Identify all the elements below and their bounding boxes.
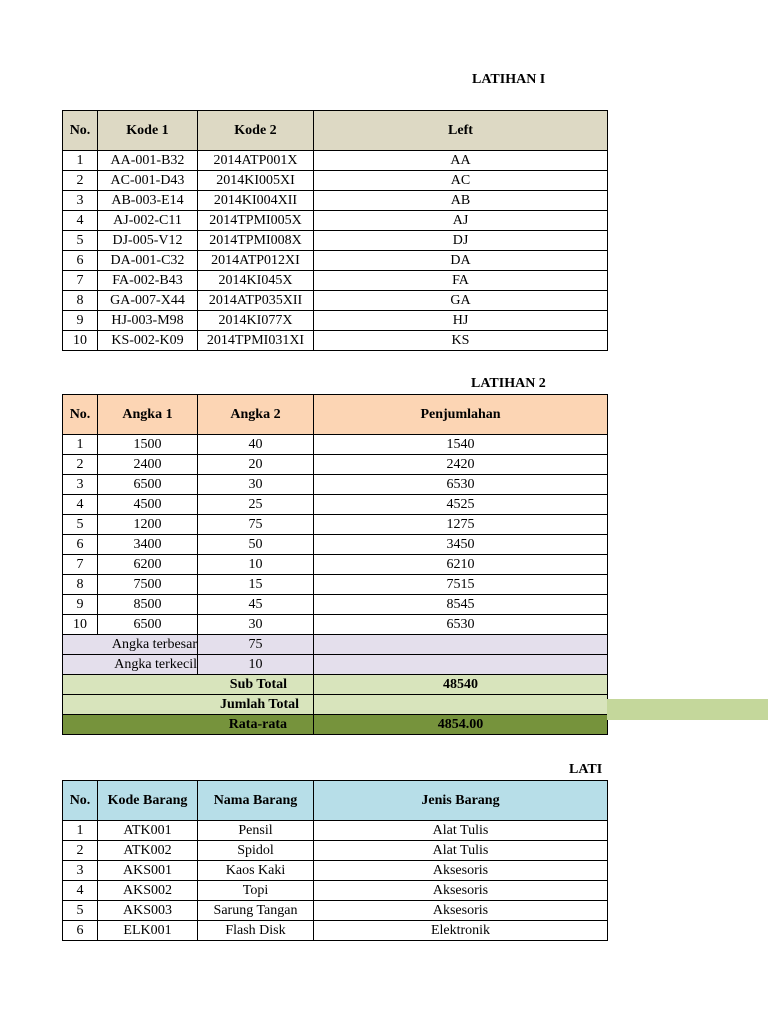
table-cell[interactable]: 3400 <box>98 535 198 555</box>
table-cell[interactable]: ATK001 <box>98 821 198 841</box>
table-cell[interactable]: 8500 <box>98 595 198 615</box>
table-cell[interactable]: Aksesoris <box>314 901 608 921</box>
table-row <box>63 861 608 881</box>
table-cell[interactable]: 1500 <box>98 435 198 455</box>
table-cell[interactable]: HJ <box>314 311 608 331</box>
table-cell[interactable]: AKS002 <box>98 881 198 901</box>
table-cell[interactable]: Topi <box>198 881 314 901</box>
table-row <box>63 615 608 635</box>
table-row <box>63 921 608 941</box>
table-cell[interactable]: 6530 <box>314 615 608 635</box>
latihan2-summary <box>63 635 608 735</box>
jumlah-total-value[interactable] <box>314 695 608 715</box>
table-cell[interactable]: 2014KI005XI <box>198 171 314 191</box>
table-cell[interactable]: 10 <box>63 615 98 635</box>
table-cell[interactable]: 6530 <box>314 475 608 495</box>
table-cell[interactable]: 10 <box>198 555 314 575</box>
table-cell[interactable]: 4500 <box>98 495 198 515</box>
table-row <box>63 515 608 535</box>
table-row <box>63 211 608 231</box>
table-cell[interactable]: 1 <box>63 821 98 841</box>
table-cell[interactable]: 2014ATP012XI <box>198 251 314 271</box>
angka-terbesar-row <box>63 635 608 655</box>
table-cell[interactable]: 1200 <box>98 515 198 535</box>
table-cell[interactable]: 30 <box>198 475 314 495</box>
table-cell[interactable]: 2400 <box>98 455 198 475</box>
latihan2-table <box>62 394 608 735</box>
table-cell[interactable]: 2014ATP001X <box>198 151 314 171</box>
table-cell[interactable]: ATK002 <box>98 841 198 861</box>
header-cell[interactable]: Penjumlahan <box>314 395 608 435</box>
table-cell[interactable]: AJ-002-C11 <box>98 211 198 231</box>
header-cell[interactable]: Angka 1 <box>98 395 198 435</box>
table-cell[interactable]: 6 <box>63 535 98 555</box>
table-cell[interactable]: 9 <box>63 595 98 615</box>
jumlah-total-row <box>63 695 608 715</box>
table-cell[interactable]: 2014TPMI005X <box>198 211 314 231</box>
table-row <box>63 251 608 271</box>
table-cell[interactable]: KS <box>314 331 608 351</box>
header-cell[interactable]: Nama Barang <box>198 781 314 821</box>
header-cell[interactable]: Kode 1 <box>98 111 198 151</box>
table-row <box>63 881 608 901</box>
table-row <box>63 231 608 251</box>
table-cell[interactable]: 2014TPMI031XI <box>198 331 314 351</box>
rata-rata-row <box>63 715 608 735</box>
table-row <box>63 555 608 575</box>
angka-terkecil-row <box>63 655 608 675</box>
header-cell[interactable]: Jenis Barang <box>314 781 608 821</box>
table-cell[interactable]: ELK001 <box>98 921 198 941</box>
header-cell[interactable]: Angka 2 <box>198 395 314 435</box>
table-cell[interactable]: 2 <box>63 841 98 861</box>
table-row <box>63 901 608 921</box>
table-cell[interactable]: AKS001 <box>98 861 198 881</box>
table-row <box>63 311 608 331</box>
table-cell[interactable]: Spidol <box>198 841 314 861</box>
table-cell[interactable]: 10 <box>63 331 98 351</box>
table-row <box>63 151 608 171</box>
table-cell[interactable]: 1 <box>63 435 98 455</box>
table-cell[interactable]: AA-001-B32 <box>98 151 198 171</box>
rata-rata-value[interactable]: 4854.00 <box>314 715 608 735</box>
angka-terbesar-label[interactable]: Angka terbesar <box>63 635 198 655</box>
table-cell[interactable]: AB <box>314 191 608 211</box>
table-cell[interactable]: AB-003-E14 <box>98 191 198 211</box>
table-cell[interactable]: 7 <box>63 555 98 575</box>
table-cell[interactable]: FA-002-B43 <box>98 271 198 291</box>
angka-terbesar-value[interactable]: 75 <box>198 635 314 655</box>
table-cell[interactable]: 9 <box>63 311 98 331</box>
table-row <box>63 821 608 841</box>
sub-total-row <box>63 675 608 695</box>
table-row <box>63 291 608 311</box>
rata-rata-label[interactable]: Rata-rata <box>63 715 314 735</box>
angka-terkecil-value[interactable]: 10 <box>198 655 314 675</box>
table-cell[interactable]: AC <box>314 171 608 191</box>
latihan3-table <box>62 780 608 941</box>
table-cell[interactable]: 2420 <box>314 455 608 475</box>
latihan2-body <box>63 435 608 635</box>
table-row <box>63 271 608 291</box>
table-cell[interactable]: 4 <box>63 211 98 231</box>
table-row <box>63 595 608 615</box>
table-row <box>63 535 608 555</box>
table-cell[interactable]: 6200 <box>98 555 198 575</box>
table-cell[interactable]: 8 <box>63 291 98 311</box>
table-cell[interactable]: 6 <box>63 251 98 271</box>
table-cell[interactable]: HJ-003-M98 <box>98 311 198 331</box>
table-cell[interactable]: AKS003 <box>98 901 198 921</box>
header-cell[interactable]: Kode 2 <box>198 111 314 151</box>
jumlah-total-label[interactable]: Jumlah Total <box>63 695 314 715</box>
table-row <box>63 191 608 211</box>
table-cell[interactable]: 75 <box>198 515 314 535</box>
table-cell[interactable]: Aksesoris <box>314 861 608 881</box>
table-cell[interactable]: 1540 <box>314 435 608 455</box>
sub-total-value[interactable]: 48540 <box>314 675 608 695</box>
table-cell[interactable]: 45 <box>198 595 314 615</box>
table-cell[interactable]: 2 <box>63 455 98 475</box>
table-cell[interactable]: 5 <box>63 231 98 251</box>
angka-terkecil-label[interactable]: Angka terkecil <box>63 655 198 675</box>
table-cell[interactable]: 5 <box>63 515 98 535</box>
table-cell[interactable]: 1275 <box>314 515 608 535</box>
latihan1-body <box>63 151 608 351</box>
table-cell[interactable]: AA <box>314 151 608 171</box>
table-header-row <box>63 781 608 821</box>
table-cell[interactable]: 2 <box>63 171 98 191</box>
table-cell[interactable]: 40 <box>198 435 314 455</box>
table-cell[interactable]: 7515 <box>314 575 608 595</box>
table-cell[interactable]: 3 <box>63 861 98 881</box>
table-cell[interactable]: Pensil <box>198 821 314 841</box>
table-cell[interactable]: 8545 <box>314 595 608 615</box>
table-cell[interactable]: DA-001-C32 <box>98 251 198 271</box>
table-cell[interactable]: AJ <box>314 211 608 231</box>
table-cell[interactable]: KS-002-K09 <box>98 331 198 351</box>
header-cell[interactable]: No. <box>63 111 98 151</box>
latihan3-title: LATI <box>569 762 603 777</box>
table-cell[interactable]: 4 <box>63 881 98 901</box>
empty-cell[interactable] <box>314 635 608 655</box>
table-cell[interactable]: 20 <box>198 455 314 475</box>
table-cell[interactable]: 2014KI077X <box>198 311 314 331</box>
table-cell[interactable]: 1 <box>63 151 98 171</box>
table-cell[interactable]: 7500 <box>98 575 198 595</box>
table-row <box>63 841 608 861</box>
latihan2-title: LATIHAN 2 <box>471 376 546 391</box>
table-row <box>63 435 608 455</box>
selection-fill-strip <box>607 699 768 720</box>
table-cell[interactable]: DJ-005-V12 <box>98 231 198 251</box>
table-cell[interactable]: 50 <box>198 535 314 555</box>
table-cell[interactable]: 4 <box>63 495 98 515</box>
table-cell[interactable]: Kaos Kaki <box>198 861 314 881</box>
table-cell[interactable]: Aksesoris <box>314 881 608 901</box>
latihan1-title: LATIHAN I <box>472 72 546 87</box>
table-cell[interactable]: 15 <box>198 575 314 595</box>
table-cell[interactable]: DJ <box>314 231 608 251</box>
table-cell[interactable]: 6500 <box>98 615 198 635</box>
table-cell[interactable]: FA <box>314 271 608 291</box>
table-cell[interactable]: Elektronik <box>314 921 608 941</box>
table-cell[interactable]: 6500 <box>98 475 198 495</box>
table-cell[interactable]: 2014KI045X <box>198 271 314 291</box>
table-row <box>63 331 608 351</box>
header-cell[interactable]: No. <box>63 395 98 435</box>
table-row <box>63 575 608 595</box>
table-row <box>63 171 608 191</box>
table-cell[interactable]: Flash Disk <box>198 921 314 941</box>
sub-total-label[interactable]: Sub Total <box>63 675 314 695</box>
table-row <box>63 455 608 475</box>
table-cell[interactable]: 2014KI004XII <box>198 191 314 211</box>
table-cell[interactable]: 7 <box>63 271 98 291</box>
table-cell[interactable]: Alat Tulis <box>314 821 608 841</box>
table-cell[interactable]: DA <box>314 251 608 271</box>
latihan1-table <box>62 110 608 351</box>
empty-cell[interactable] <box>314 655 608 675</box>
table-cell[interactable]: 8 <box>63 575 98 595</box>
table-cell[interactable]: GA-007-X44 <box>98 291 198 311</box>
table-cell[interactable]: 3 <box>63 191 98 211</box>
table-cell[interactable]: Alat Tulis <box>314 841 608 861</box>
table-cell[interactable]: 5 <box>63 901 98 921</box>
table-cell[interactable]: 2014TPMI008X <box>198 231 314 251</box>
table-header-row <box>63 111 608 151</box>
header-cell[interactable]: Left <box>314 111 608 151</box>
header-cell[interactable]: No. <box>63 781 98 821</box>
table-cell[interactable]: 30 <box>198 615 314 635</box>
table-cell[interactable]: 2014ATP035XII <box>198 291 314 311</box>
table-cell[interactable]: 6 <box>63 921 98 941</box>
table-cell[interactable]: Sarung Tangan <box>198 901 314 921</box>
table-row <box>63 495 608 515</box>
table-cell[interactable]: 3450 <box>314 535 608 555</box>
header-cell[interactable]: Kode Barang <box>98 781 198 821</box>
table-header-row <box>63 395 608 435</box>
table-cell[interactable]: 6210 <box>314 555 608 575</box>
latihan3-body <box>63 821 608 941</box>
table-cell[interactable]: 3 <box>63 475 98 495</box>
table-cell[interactable]: AC-001-D43 <box>98 171 198 191</box>
table-row <box>63 475 608 495</box>
table-cell[interactable]: GA <box>314 291 608 311</box>
table-cell[interactable]: 25 <box>198 495 314 515</box>
table-cell[interactable]: 4525 <box>314 495 608 515</box>
